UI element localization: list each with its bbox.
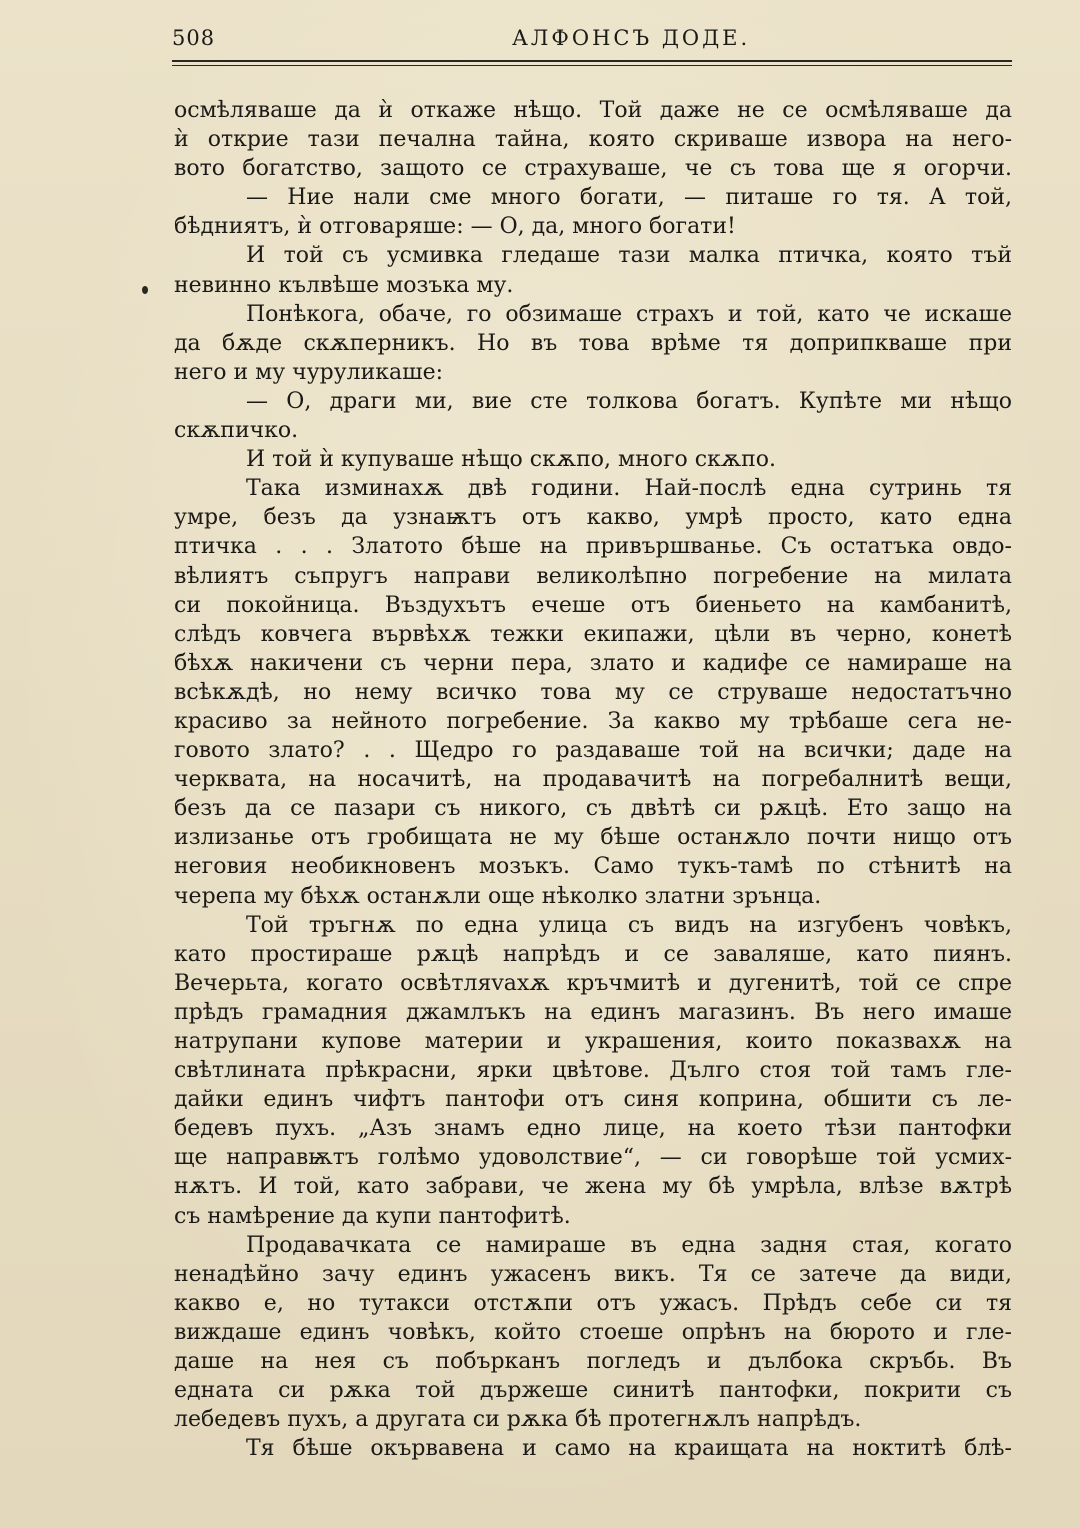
text-line: невинно кълвѣше мозъка му. — [174, 272, 514, 298]
text-line: осмѣляваше да ѝ откаже нѣщо. Той даже не се осмѣляваше да — [174, 98, 1012, 123]
text-line: нѫтъ. И той, като забрави, че жена му бѣ умрѣла, влѣзе вѫтрѣ — [174, 1174, 1012, 1200]
text-line: виждаше единъ човѣкъ, който стоеше опрѣнъ на бюрото и гле- — [174, 1319, 1012, 1345]
text-line: ѝ открие тази печална тайна, която скриваше извора на него- — [174, 127, 1012, 153]
text-line: слѣдъ ковчега вървѣхѫ тежки екипажи, цѣли въ черно, конетѣ — [174, 621, 1012, 647]
text-line: умре, безъ да узнаѭтъ отъ какво, умрѣ просто, като една — [174, 505, 1012, 531]
text-line: скѫпичко. — [174, 418, 299, 444]
text-line: Понѣкога, обаче, го обзимаше страхъ и той, като че искаше — [246, 301, 1012, 327]
header-rule-thick — [172, 60, 1012, 62]
text-line: неговия необикновенъ мозъкъ. Само тукъ-тамѣ по стѣнитѣ на — [174, 854, 1012, 880]
text-line: бѣхѫ накичени съ черни пера, злато и кадифе се намираше на — [174, 650, 1012, 676]
text-line: — Ние нали сме много богати, — питаше го тя. А той, — [246, 185, 1012, 211]
header-rule-thin — [172, 65, 1012, 66]
text-line: излизанье отъ гробищата не му бѣше останѫло почти нищо отъ — [174, 825, 1012, 851]
text-line: Така изминахѫ двѣ години. Най-послѣ една сутринь тя — [246, 476, 1012, 502]
text-line: какво е, но тутакси отстѫпи отъ ужасъ. Прѣдъ себе си тя — [174, 1290, 1012, 1316]
text-line: като простираше рѫцѣ напрѣдъ и се заваляше, като пиянъ. — [174, 941, 1012, 967]
text-line: красиво за нейното погребение. За какво му трѣбаше сега не- — [174, 708, 1012, 734]
page-header — [172, 24, 1012, 58]
text-line: ще направѭтъ голѣмо удоволствие“, — си говорѣше той усмих- — [174, 1145, 1012, 1171]
running-title: АЛФОНСЪ ДОДЕ. — [512, 26, 751, 50]
text-line: бѣдниятъ, ѝ отговаряше: — О, да, много богати! — [174, 214, 736, 240]
text-line: черепа му бѣхѫ останѫли още нѣколко златни зрънца. — [174, 883, 822, 909]
text-line: дайки единъ чифтъ пантофи отъ синя коприна, обшити съ ле- — [174, 1087, 1012, 1113]
text-line: черквата, на носачитѣ, на продавачитѣ на погребалнитѣ вещи, — [174, 767, 1012, 793]
text-line: птичка . . . Златото бѣше на привършванье. Съ остатъка овдо- — [174, 534, 1012, 560]
text-line: безъ да се пазари съ никого, съ двѣтѣ си рѫцѣ. Ето защо на — [174, 796, 1012, 822]
text-line: бедевъ пухъ. „Азъ знамъ едно лице, на което тѣзи пантофки — [174, 1116, 1012, 1142]
text-line: И той ѝ купуваше нѣщо скѫпо, много скѫпо. — [246, 447, 776, 473]
text-line: Тя бѣше окървавена и само на краищата на ноктитѣ блѣ- — [246, 1436, 1012, 1462]
text-line: всѣкѫдѣ, но нему всичко това му се струваше недостатъчно — [174, 679, 1012, 705]
text-line: прѣдъ грамадния джамлъкъ на единъ магазинъ. Въ него имаше — [174, 999, 1012, 1025]
text-line: вѣлиятъ съпругъ направи великолѣпно погребение на милата — [174, 563, 1012, 589]
text-line: натрупани купове материи и украшения, които показвахѫ на — [174, 1029, 1012, 1054]
text-line: вото богатство, защото се страхуваше, че съ това ще я огорчи. — [174, 156, 1012, 182]
text-line: си покойница. Въздухътъ ечеше отъ биеньето на камбанитѣ, — [174, 592, 1012, 618]
text-line: — О, драги ми, вие сте толкова богатъ. Купѣте ми нѣщо — [246, 388, 1012, 414]
text-line: даше на нея съ побърканъ погледъ и дълбока скръбь. Въ — [174, 1349, 1012, 1375]
ink-mark — [142, 286, 148, 294]
text-line: свѣтлината прѣкрасни, ярки цвѣтове. Дълго стоя той тамъ гле- — [174, 1058, 1012, 1084]
text-line: Продавачката се намираше въ една задня стая, когато — [246, 1232, 1012, 1258]
text-line: Вечерьта, когато освѣтляvахѫ кръчмитѣ и дугенитѣ, той се спре — [174, 970, 1012, 996]
text-line: едната си рѫка той държеше синитѣ пантофки, покрити съ — [174, 1378, 1012, 1404]
page-number: 508 — [172, 26, 216, 50]
text-line: Той тръгнѫ по една улица съ видъ на изгубенъ човѣкъ, — [246, 912, 1012, 938]
text-line: да бѫде скѫперникъ. Но въ това врѣме тя доприпкваше при — [174, 330, 1012, 356]
text-line: И той съ усмивка гледаше тази малка птичка, която тъй — [246, 243, 1012, 269]
text-line: лебедевъ пухъ, а другата си рѫка бѣ протегнѫлъ напрѣдъ. — [174, 1407, 862, 1433]
body-text — [174, 96, 1012, 1463]
text-line: него и му чуруликаше: — [174, 359, 444, 385]
text-line: ненадѣйно зачу единъ ужасенъ викъ. Тя се затече да види, — [174, 1261, 1012, 1287]
text-line: съ намѣрение да купи пантофитѣ. — [174, 1203, 571, 1229]
text-line: говото злато? . . Щедро го раздаваше той на всички; даде на — [174, 738, 1012, 764]
